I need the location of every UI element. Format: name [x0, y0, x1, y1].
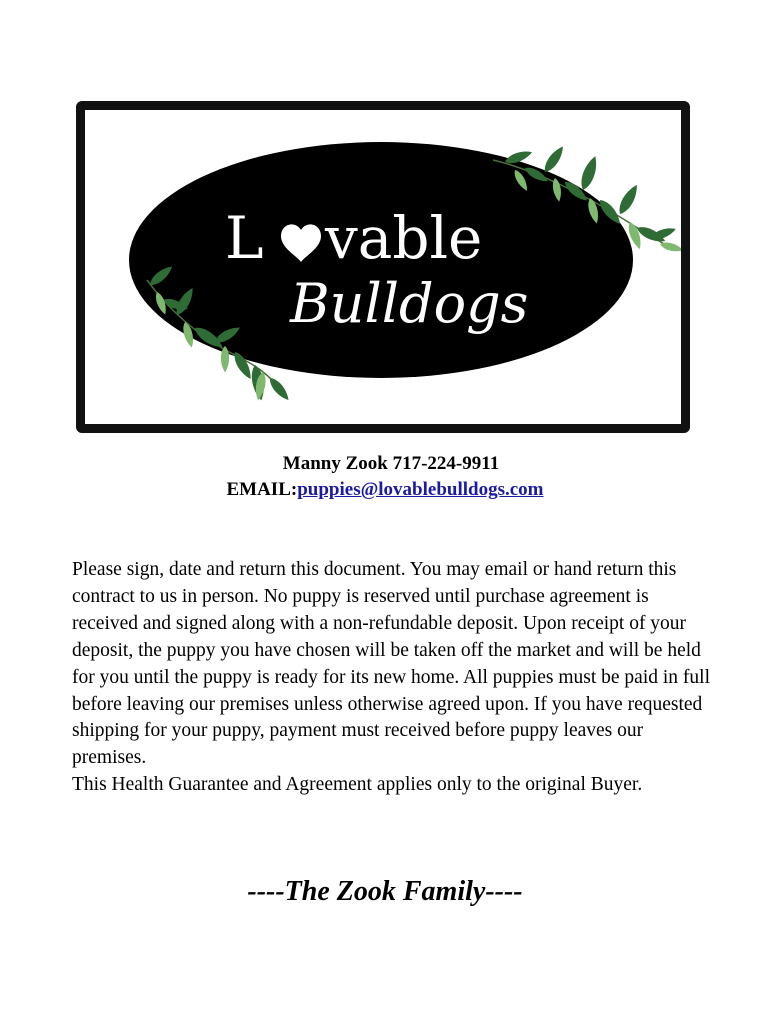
- email-label: EMAIL:: [226, 479, 298, 500]
- agreement-body: [72, 557, 712, 799]
- lovable-bulldogs-logo: [85, 110, 681, 424]
- logo-frame: [76, 101, 690, 433]
- agreement-paragraph: Please sign, date and return this document. You may email or hand return this contract to us in person. No puppy is reserved until purchase agreement is received and signed along with a non-refundable deposit. Upon receipt of your deposit, the puppy you have chosen will be taken off the market and will be held for you until the puppy is ready for its new home. All puppies must be paid in full before leaving our premises unless otherwise agreed upon. If you have requested shipping for your puppy, payment must received before puppy leaves our premises.: [72, 559, 710, 769]
- logo-wordmark-vable: vable: [325, 204, 483, 272]
- contact-name-phone: Manny Zook 717-224-9911: [282, 453, 500, 474]
- email-link[interactable]: puppies@lovablebulldogs.com: [297, 479, 544, 500]
- signoff: ----The Zook Family----: [247, 876, 523, 907]
- logo-wordmark-bulldogs: Bulldogs: [290, 272, 529, 335]
- logo-wordmark-l: L: [225, 204, 264, 272]
- agreement-applies-paragraph: This Health Guarantee and Agreement applies only to the original Buyer.: [72, 774, 643, 796]
- contact-email-line: [0, 477, 770, 503]
